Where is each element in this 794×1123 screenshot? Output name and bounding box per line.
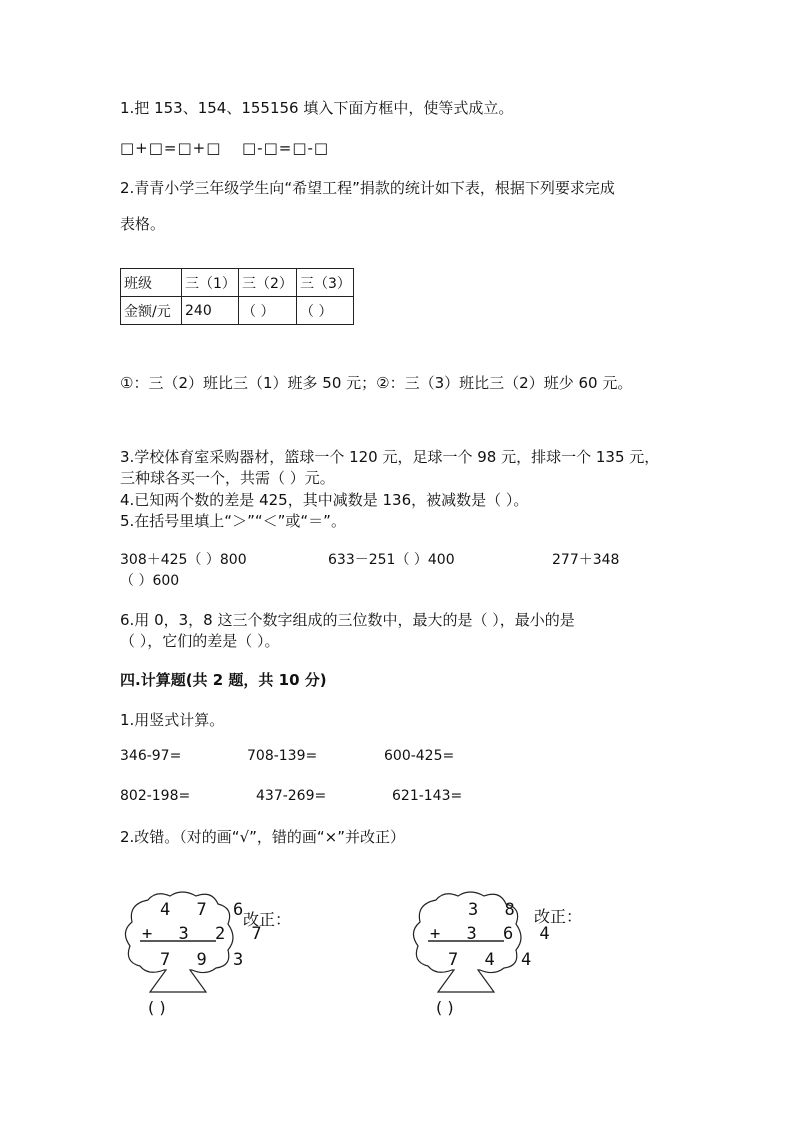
addition-tree-2 (408, 888, 558, 1023)
q3-line2: 三种球各买一个，共需（ ）元。 (120, 469, 335, 487)
tree-result-number: 7 9 3 (160, 950, 252, 970)
q2-prompt-line2: 表格。 (120, 215, 166, 233)
q1-equation-add: □+□=□+□ (120, 139, 222, 157)
correction-label: 改正： (534, 907, 583, 926)
table-cell: 240 (182, 297, 239, 325)
calc-item: 802-198= (120, 788, 191, 804)
table-row (121, 297, 354, 325)
calc-item: 708-139= (247, 748, 318, 764)
q6-line2: （ ），它们的差是（ ）。 (120, 632, 280, 650)
q5-line: 5.在括号里填上“＞”“＜”或“＝”。 (120, 512, 346, 530)
calc-item: 621-143= (392, 788, 463, 804)
q3-line1: 3.学校体育室采购器材，篮球一个 120 元，足球一个 98 元，排球一个 135 元， (120, 448, 660, 466)
q2-note: ①：三（2）班比三（1）班多 50 元；②：三（3）班比三（2）班少 60 元。 (120, 374, 633, 392)
table-cell: 三（2） (239, 269, 297, 297)
tree-top-number: 4 7 6 (160, 900, 252, 920)
answer-blank[interactable]: （ ） (239, 297, 297, 325)
donation-table (120, 268, 354, 325)
q1-equation-sub: □-□=□-□ (242, 139, 330, 157)
tree-top-number: 3 8 (468, 900, 523, 920)
tree-mid-number: + 3 2 7 (142, 924, 270, 944)
correction-label: 改正： (243, 910, 292, 929)
q5-expr2: 633－251（ ）400 (328, 552, 455, 568)
calc-item: 346-97= (120, 748, 182, 764)
table-cell: 三（1） (182, 269, 239, 297)
tree-result-number: 7 4 4 (448, 950, 540, 970)
q1-prompt: 1.把 153、154、155156 填入下面方框中，使等式成立。 (120, 99, 514, 117)
calc-item: 600-425= (384, 748, 455, 764)
judgement-bracket[interactable]: ( ) (148, 998, 166, 1017)
q2-prompt-line1: 2.青青小学三年级学生向“希望工程”捐款的统计如下表，根据下列要求完成 (120, 179, 615, 197)
q5-expr3: 277＋348 (552, 552, 620, 568)
section-heading: 四.计算题(共 2 题，共 10 分) (120, 671, 327, 689)
judgement-bracket[interactable]: ( ) (436, 998, 454, 1017)
q4-line: 4.已知两个数的差是 425，其中减数是 136，被减数是（ ）。 (120, 491, 529, 509)
section4-sub1: 1.用竖式计算。 (120, 711, 225, 729)
table-cell: 三（3） (297, 269, 354, 297)
q5-expr3-cont: （ ）600 (120, 573, 180, 589)
q6-line1: 6.用 0，3，8 这三个数字组成的三位数中，最大的是（ ），最小的是 (120, 611, 575, 629)
section4-sub2: 2.改错。（对的画“√”，错的画“×”并改正） (120, 828, 406, 846)
table-row (121, 269, 354, 297)
table-cell: 金额/元 (121, 297, 182, 325)
calc-item: 437-269= (256, 788, 327, 804)
table-cell: 班级 (121, 269, 182, 297)
tree-mid-number: + 3 6 4 (430, 924, 558, 944)
q5-expr1: 308＋425（ ）800 (120, 552, 247, 568)
answer-blank[interactable]: （ ） (297, 297, 354, 325)
